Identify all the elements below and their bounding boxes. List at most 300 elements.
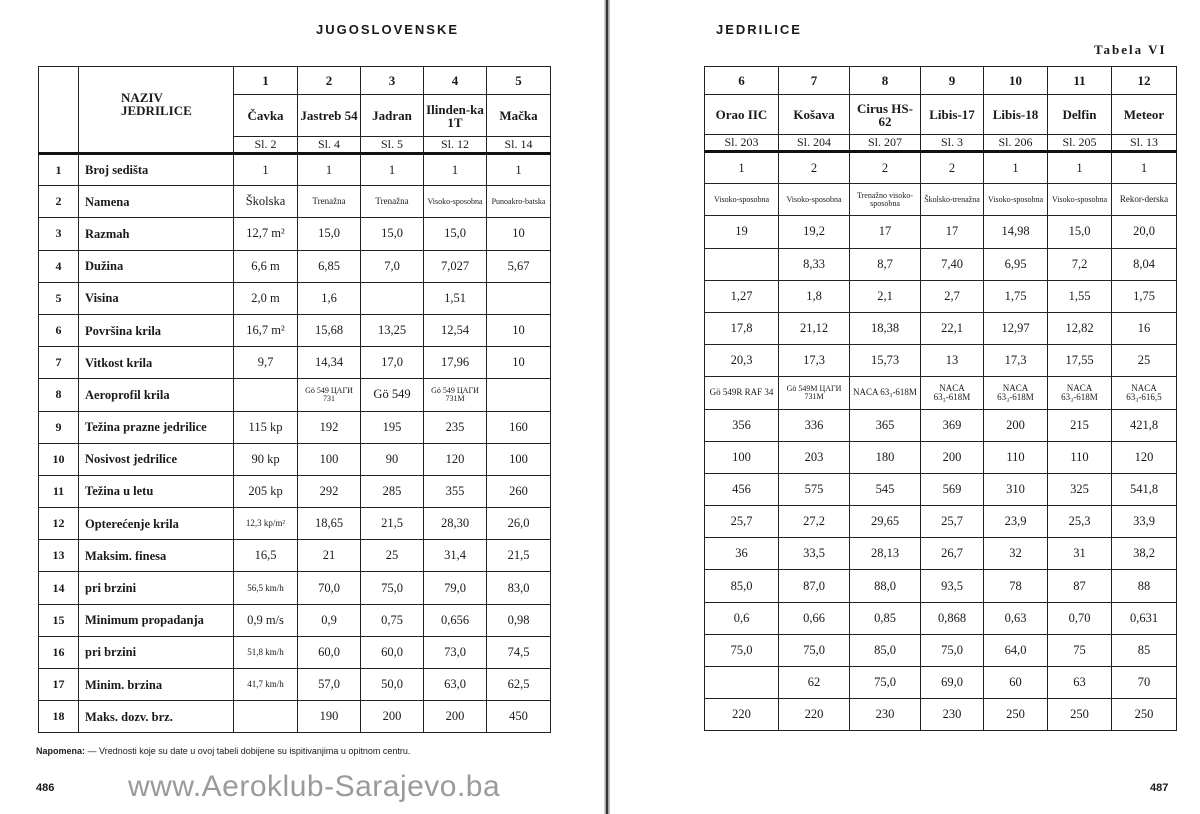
row-number: 1 — [39, 154, 79, 186]
table-row — [705, 538, 1177, 570]
table-cell: 0,66 — [779, 602, 850, 634]
table-cell: 75,0 — [779, 634, 850, 666]
table-cell: 260 — [487, 475, 551, 507]
table-cell: 15,0 — [298, 218, 361, 250]
table-cell: 62 — [779, 667, 850, 699]
table-cell: 325 — [1048, 473, 1112, 505]
glider-name: Libis-18 — [984, 95, 1048, 135]
glider-number: 11 — [1048, 67, 1112, 95]
table-row — [705, 216, 1177, 248]
table-cell: 2,0 m — [234, 282, 298, 314]
table-cell: 57,0 — [298, 669, 361, 701]
table-cell: NACA 63₃-618M — [1048, 377, 1112, 409]
table-cell: 26,0 — [487, 508, 551, 540]
table-cell: 22,1 — [921, 312, 984, 344]
table-cell: 17,3 — [779, 345, 850, 377]
glider-name: Libis-17 — [921, 95, 984, 135]
footnote-label: Napomena: — [36, 746, 86, 756]
table-cell: 75,0 — [921, 634, 984, 666]
table-label: Tabela VI — [1094, 42, 1167, 57]
table-cell: 88 — [1112, 570, 1177, 602]
table-cell: 20,0 — [1112, 216, 1177, 248]
table-cell: 13 — [921, 345, 984, 377]
table-cell: NACA 63₃-618M — [984, 377, 1048, 409]
table-cell: NACA 63₃-618M — [921, 377, 984, 409]
table-cell: 28,30 — [424, 508, 487, 540]
table-cell: 6,85 — [298, 250, 361, 282]
table-cell: 110 — [984, 441, 1048, 473]
table-cell: 21,5 — [487, 540, 551, 572]
table-cell: 1,75 — [1112, 280, 1177, 312]
table-row — [705, 634, 1177, 666]
table-cell: 10 — [487, 218, 551, 250]
table-cell: 78 — [984, 570, 1048, 602]
glider-figure-ref: Sl. 13 — [1112, 135, 1177, 152]
table-cell — [234, 379, 298, 411]
table-cell: 336 — [779, 409, 850, 441]
glider-number: 12 — [1112, 67, 1177, 95]
table-row — [705, 152, 1177, 184]
table-cell: 192 — [298, 411, 361, 443]
table-cell: 1 — [424, 154, 487, 186]
table-cell: 32 — [984, 538, 1048, 570]
glider-table-left — [38, 66, 551, 733]
table-cell: 220 — [779, 699, 850, 731]
table-cell: 69,0 — [921, 667, 984, 699]
table-cell: Gö 549 ЦАГИ 731 — [298, 379, 361, 411]
table-cell: 1 — [361, 154, 424, 186]
table-cell: 285 — [361, 475, 424, 507]
row-label: Minim. brzina — [79, 669, 234, 701]
corner-header: NAZIV JEDRILICE — [79, 67, 234, 154]
table-cell: 2 — [921, 152, 984, 184]
table-cell: 12,3 kp/m² — [234, 508, 298, 540]
table-cell: 31,4 — [424, 540, 487, 572]
table-cell: 0,9 m/s — [234, 604, 298, 636]
table-cell: 17,0 — [361, 347, 424, 379]
table-cell — [361, 282, 424, 314]
glider-figure-ref: Sl. 12 — [424, 137, 487, 154]
table-cell: 220 — [705, 699, 779, 731]
table-cell: 6,6 m — [234, 250, 298, 282]
table-row — [705, 409, 1177, 441]
table-cell: 73,0 — [424, 636, 487, 668]
row-number: 10 — [39, 443, 79, 475]
table-cell: 545 — [850, 473, 921, 505]
table-cell: Visoko-sposobna — [984, 184, 1048, 216]
table-cell: 1 — [984, 152, 1048, 184]
table-cell: 36 — [705, 538, 779, 570]
watermark-text: www.Aeroklub-Sarajevo.ba — [128, 770, 501, 803]
table-cell: 75,0 — [361, 572, 424, 604]
table-cell: 20,3 — [705, 345, 779, 377]
table-cell: 15,0 — [361, 218, 424, 250]
glider-number: 2 — [298, 67, 361, 95]
table-cell: 10 — [487, 314, 551, 346]
row-number: 5 — [39, 282, 79, 314]
glider-name: Meteor — [1112, 95, 1177, 135]
table-row — [39, 540, 551, 572]
table-cell: 200 — [424, 701, 487, 733]
table-cell: 29,65 — [850, 506, 921, 538]
table-cell: 355 — [424, 475, 487, 507]
table-cell: 110 — [1048, 441, 1112, 473]
table-cell: 51,8 km/h — [234, 636, 298, 668]
table-cell: 100 — [298, 443, 361, 475]
table-cell: 63 — [1048, 667, 1112, 699]
table-cell — [234, 701, 298, 733]
table-cell: 41,7 km/h — [234, 669, 298, 701]
table-cell: 120 — [1112, 441, 1177, 473]
table-cell: 250 — [1112, 699, 1177, 731]
glider-figure-ref: Sl. 204 — [779, 135, 850, 152]
glider-number: 7 — [779, 67, 850, 95]
table-cell: 0,63 — [984, 602, 1048, 634]
table-cell: 1 — [1112, 152, 1177, 184]
table-cell: 15,68 — [298, 314, 361, 346]
table-cell: 0,70 — [1048, 602, 1112, 634]
table-row — [39, 347, 551, 379]
row-label: Razmah — [79, 218, 234, 250]
glider-name: Orao IIC — [705, 95, 779, 135]
table-cell: 19 — [705, 216, 779, 248]
table-cell: 90 kp — [234, 443, 298, 475]
row-number: 8 — [39, 379, 79, 411]
row-number: 4 — [39, 250, 79, 282]
row-number: 13 — [39, 540, 79, 572]
table-cell: Visoko-sposobna — [779, 184, 850, 216]
table-cell: Punoakro-batska — [487, 186, 551, 218]
table-row — [705, 602, 1177, 634]
glider-figure-ref: Sl. 14 — [487, 137, 551, 154]
page-number-left: 486 — [36, 782, 55, 794]
table-cell: 50,0 — [361, 669, 424, 701]
table-cell: Trenažna — [361, 186, 424, 218]
table-cell: 2,7 — [921, 280, 984, 312]
footnote — [36, 746, 526, 756]
table-cell: 1 — [1048, 152, 1112, 184]
table-row — [39, 218, 551, 250]
row-number: 3 — [39, 218, 79, 250]
table-cell: 83,0 — [487, 572, 551, 604]
table-cell: 205 kp — [234, 475, 298, 507]
table-cell: 250 — [984, 699, 1048, 731]
table-cell: 541,8 — [1112, 473, 1177, 505]
table-cell: Trenažno visoko-sposobna — [850, 184, 921, 216]
row-number: 18 — [39, 701, 79, 733]
table-row — [39, 701, 551, 733]
table-cell: 70,0 — [298, 572, 361, 604]
glider-figure-ref: Sl. 203 — [705, 135, 779, 152]
table-cell: 2,1 — [850, 280, 921, 312]
table-cell: Gö 549M ЦАГИ 731M — [779, 377, 850, 409]
table-cell: 25,3 — [1048, 506, 1112, 538]
table-cell: 292 — [298, 475, 361, 507]
table-cell: 18,65 — [298, 508, 361, 540]
table-cell: 1,27 — [705, 280, 779, 312]
table-cell: 15,0 — [1048, 216, 1112, 248]
table-row — [705, 506, 1177, 538]
table-row — [39, 636, 551, 668]
table-cell: 120 — [424, 443, 487, 475]
table-cell: 15,73 — [850, 345, 921, 377]
table-cell: 7,40 — [921, 248, 984, 280]
table-cell: 195 — [361, 411, 424, 443]
table-cell: 21 — [298, 540, 361, 572]
table-cell: Visoko-sposobna — [424, 186, 487, 218]
table-cell: 100 — [487, 443, 551, 475]
table-row — [39, 443, 551, 475]
table-cell: 16,5 — [234, 540, 298, 572]
table-row — [39, 508, 551, 540]
table-cell: 93,5 — [921, 570, 984, 602]
table-cell: 12,97 — [984, 312, 1048, 344]
table-cell: 87,0 — [779, 570, 850, 602]
table-cell: 17,8 — [705, 312, 779, 344]
table-cell: 70 — [1112, 667, 1177, 699]
table-cell: 9,7 — [234, 347, 298, 379]
table-cell: 85 — [1112, 634, 1177, 666]
row-number: 7 — [39, 347, 79, 379]
table-cell: 12,54 — [424, 314, 487, 346]
table-cell: 100 — [705, 441, 779, 473]
table-row — [39, 314, 551, 346]
table-cell: 25,7 — [705, 506, 779, 538]
glider-name: Košava — [779, 95, 850, 135]
table-row — [705, 377, 1177, 409]
glider-number: 9 — [921, 67, 984, 95]
table-cell: 5,67 — [487, 250, 551, 282]
row-label: Opterećenje krila — [79, 508, 234, 540]
glider-figure-ref: Sl. 4 — [298, 137, 361, 154]
table-cell: 85,0 — [705, 570, 779, 602]
table-cell: 38,2 — [1112, 538, 1177, 570]
table-row — [39, 186, 551, 218]
table-cell: 115 kp — [234, 411, 298, 443]
table-cell: 17,55 — [1048, 345, 1112, 377]
row-label: Nosivost jedrilice — [79, 443, 234, 475]
table-cell: 60,0 — [298, 636, 361, 668]
table-cell: 17,3 — [984, 345, 1048, 377]
table-cell: 1,8 — [779, 280, 850, 312]
table-cell: 18,38 — [850, 312, 921, 344]
table-cell: 10 — [487, 347, 551, 379]
row-number: 9 — [39, 411, 79, 443]
table-cell: 14,98 — [984, 216, 1048, 248]
glider-figure-ref: Sl. 206 — [984, 135, 1048, 152]
table-row — [39, 604, 551, 636]
table-cell: 62,5 — [487, 669, 551, 701]
glider-figure-ref: Sl. 207 — [850, 135, 921, 152]
row-number: 15 — [39, 604, 79, 636]
table-cell: 21,5 — [361, 508, 424, 540]
table-cell: 190 — [298, 701, 361, 733]
table-cell: 8,04 — [1112, 248, 1177, 280]
table-cell: 90 — [361, 443, 424, 475]
glider-number: 5 — [487, 67, 551, 95]
table-cell: 16,7 m² — [234, 314, 298, 346]
table-cell: 1,6 — [298, 282, 361, 314]
table-cell: 0,98 — [487, 604, 551, 636]
table-cell: 33,5 — [779, 538, 850, 570]
table-cell: 87 — [1048, 570, 1112, 602]
table-cell: Visoko-sposobna — [1048, 184, 1112, 216]
table-cell — [487, 282, 551, 314]
row-label: Težina u letu — [79, 475, 234, 507]
table-cell: Gö 549R RAF 34 — [705, 377, 779, 409]
table-row — [705, 473, 1177, 505]
table-cell: 64,0 — [984, 634, 1048, 666]
table-cell: 1,55 — [1048, 280, 1112, 312]
table-row — [705, 312, 1177, 344]
table-cell: 0,9 — [298, 604, 361, 636]
glider-number: 4 — [424, 67, 487, 95]
row-number: 16 — [39, 636, 79, 668]
running-head-right: JEDRILICE — [716, 22, 802, 37]
row-label: pri brzini — [79, 636, 234, 668]
table-cell: 12,82 — [1048, 312, 1112, 344]
table-cell: 60 — [984, 667, 1048, 699]
table-cell: Visoko-sposobna — [705, 184, 779, 216]
glider-number: 6 — [705, 67, 779, 95]
table-cell: 85,0 — [850, 634, 921, 666]
table-cell: 160 — [487, 411, 551, 443]
glider-figure-ref: Sl. 5 — [361, 137, 424, 154]
table-cell: 0,868 — [921, 602, 984, 634]
table-row — [705, 184, 1177, 216]
table-cell: 27,2 — [779, 506, 850, 538]
glider-number: 10 — [984, 67, 1048, 95]
glider-number: 1 — [234, 67, 298, 95]
glider-name: Jadran — [361, 95, 424, 137]
table-cell: 60,0 — [361, 636, 424, 668]
row-label: Maks. dozv. brz. — [79, 701, 234, 733]
table-cell: NACA 63₃-618M — [850, 377, 921, 409]
table-cell: 203 — [779, 441, 850, 473]
table-row — [705, 699, 1177, 731]
row-label: pri brzini — [79, 572, 234, 604]
table-cell: 200 — [361, 701, 424, 733]
table-cell: 75,0 — [705, 634, 779, 666]
table-row — [705, 345, 1177, 377]
table-row — [39, 411, 551, 443]
table-cell: 63,0 — [424, 669, 487, 701]
row-number: 6 — [39, 314, 79, 346]
table-cell: 369 — [921, 409, 984, 441]
table-cell: 230 — [921, 699, 984, 731]
gutter-line — [606, 0, 608, 814]
table-row — [39, 475, 551, 507]
table-cell: 17 — [921, 216, 984, 248]
table-cell: 25,7 — [921, 506, 984, 538]
table-cell — [705, 248, 779, 280]
table-cell: 28,13 — [850, 538, 921, 570]
table-cell: 0,85 — [850, 602, 921, 634]
glider-name: Mačka — [487, 95, 551, 137]
table-row — [39, 250, 551, 282]
table-row — [39, 154, 551, 186]
glider-figure-ref: Sl. 2 — [234, 137, 298, 154]
table-row — [705, 248, 1177, 280]
row-label: Broj sedišta — [79, 154, 234, 186]
table-cell: 1 — [705, 152, 779, 184]
table-cell: 79,0 — [424, 572, 487, 604]
table-cell: 19,2 — [779, 216, 850, 248]
row-label: Minimum propadanja — [79, 604, 234, 636]
table-cell: 0,75 — [361, 604, 424, 636]
row-number: 2 — [39, 186, 79, 218]
header-blank — [39, 67, 79, 154]
table-cell: 1 — [298, 154, 361, 186]
table-cell: 456 — [705, 473, 779, 505]
row-number: 12 — [39, 508, 79, 540]
table-cell: 74,5 — [487, 636, 551, 668]
glider-name: Ilinden-ka 1T — [424, 95, 487, 137]
table-cell: 0,656 — [424, 604, 487, 636]
table-cell: 310 — [984, 473, 1048, 505]
table-cell: 1 — [487, 154, 551, 186]
footnote-text: — Vrednosti koje su date u ovoj tabeli dobijene su ispitivanjima u opitnom centru. — [87, 746, 411, 756]
table-cell: 215 — [1048, 409, 1112, 441]
table-cell: 23,9 — [984, 506, 1048, 538]
table-row — [705, 441, 1177, 473]
row-label: Vitkost krila — [79, 347, 234, 379]
table-cell: 75 — [1048, 634, 1112, 666]
table-cell — [487, 379, 551, 411]
table-cell: 421,8 — [1112, 409, 1177, 441]
table-cell: 575 — [779, 473, 850, 505]
table-cell: 6,95 — [984, 248, 1048, 280]
glider-figure-ref: Sl. 3 — [921, 135, 984, 152]
table-cell: 25 — [361, 540, 424, 572]
glider-name: Čavka — [234, 95, 298, 137]
row-number: 14 — [39, 572, 79, 604]
table-cell: Gö 549 — [361, 379, 424, 411]
table-cell: 75,0 — [850, 667, 921, 699]
table-cell: Školska — [234, 186, 298, 218]
table-cell: 235 — [424, 411, 487, 443]
table-cell: 15,0 — [424, 218, 487, 250]
table-cell: 1 — [234, 154, 298, 186]
row-label: Površina krila — [79, 314, 234, 346]
table-cell: 2 — [850, 152, 921, 184]
glider-figure-ref: Sl. 205 — [1048, 135, 1112, 152]
row-label: Težina prazne jedrilice — [79, 411, 234, 443]
table-row — [705, 280, 1177, 312]
glider-number: 3 — [361, 67, 424, 95]
table-cell: 200 — [984, 409, 1048, 441]
table-cell: 56,5 km/h — [234, 572, 298, 604]
table-row — [39, 282, 551, 314]
table-cell: 7,027 — [424, 250, 487, 282]
row-label: Dužina — [79, 250, 234, 282]
table-cell: 356 — [705, 409, 779, 441]
table-cell: Rekor-derska — [1112, 184, 1177, 216]
table-cell: 1,51 — [424, 282, 487, 314]
table-cell: 31 — [1048, 538, 1112, 570]
table-cell: 33,9 — [1112, 506, 1177, 538]
table-row — [705, 570, 1177, 602]
table-cell: 16 — [1112, 312, 1177, 344]
table-cell: 200 — [921, 441, 984, 473]
table-cell — [705, 667, 779, 699]
table-cell: 0,631 — [1112, 602, 1177, 634]
running-head-left: JUGOSLOVENSKE — [316, 22, 460, 37]
table-cell: 21,12 — [779, 312, 850, 344]
row-label: Namena — [79, 186, 234, 218]
table-cell: 17 — [850, 216, 921, 248]
glider-table-right — [704, 66, 1177, 731]
